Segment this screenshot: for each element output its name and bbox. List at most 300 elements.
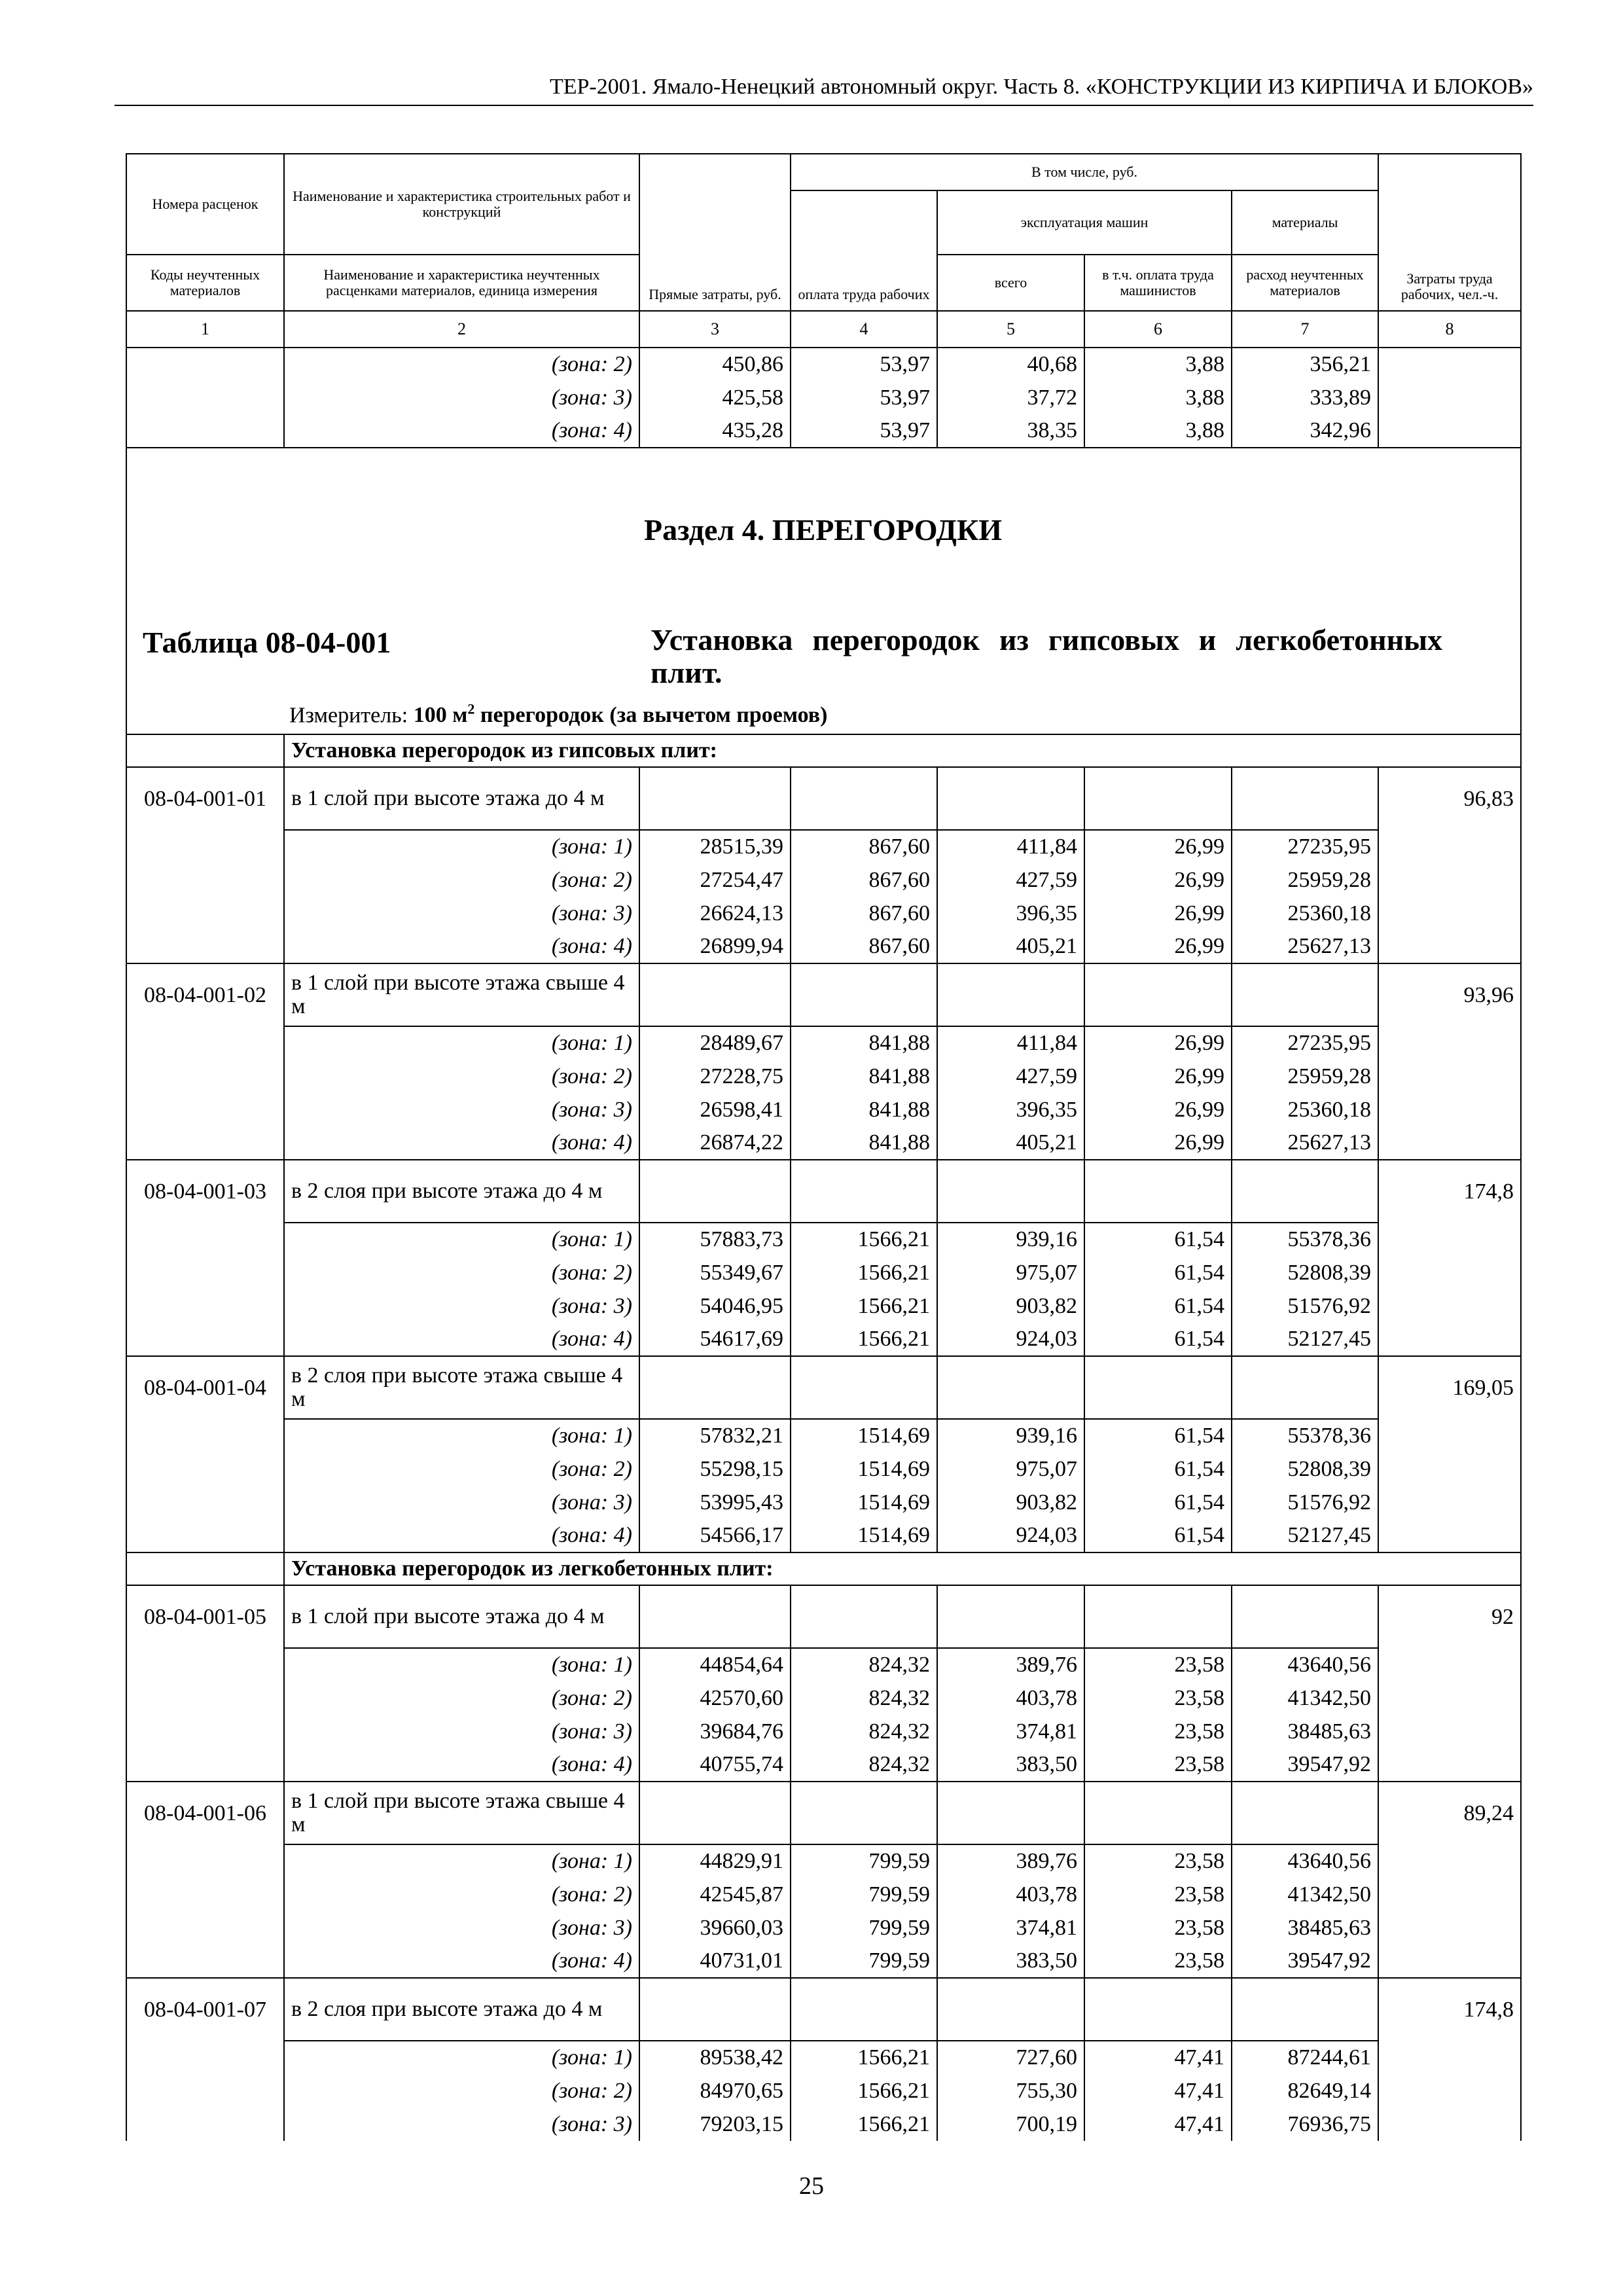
machines-cost: 700,19 [937, 2108, 1084, 2141]
direct-cost: 55349,67 [639, 1256, 791, 1289]
section-block [126, 448, 1521, 734]
materials-cost: 51576,92 [1232, 1486, 1378, 1519]
column-number: 2 [284, 311, 639, 348]
labor-hours: 93,96 [1378, 963, 1521, 1026]
zone-label: (зона: 2) [284, 1878, 639, 1911]
wages-cost: 824,32 [791, 1648, 937, 1681]
labor-costs-header: Затраты труда рабочих, чел.-ч. [1378, 154, 1521, 311]
empty-cell [937, 1356, 1084, 1419]
labor-cell [1378, 897, 1521, 930]
empty-cell [791, 963, 937, 1026]
column-number: 8 [1378, 311, 1521, 348]
empty-cell [791, 767, 937, 830]
materials-cost: 51576,92 [1232, 1289, 1378, 1323]
wages-cost: 1566,21 [791, 2108, 937, 2141]
rate-groups [126, 734, 1521, 2141]
operators-cost: 23,58 [1084, 1681, 1232, 1715]
operators-cost: 26,99 [1084, 830, 1232, 863]
machines-cost: 975,07 [937, 1256, 1084, 1289]
unit-of-measure [289, 701, 827, 728]
operators-cost: 23,58 [1084, 1748, 1232, 1782]
rate-description: в 1 слой при высоте этажа свыше 4 м [284, 1782, 639, 1844]
materials-cost: 43640,56 [1232, 1844, 1378, 1878]
operators-cost: 26,99 [1084, 863, 1232, 897]
materials-cost: 39547,92 [1232, 1945, 1378, 1978]
wages-cost: 867,60 [791, 930, 937, 963]
rate-code-cell [126, 1419, 284, 1452]
zone-label: (зона: 3) [284, 1093, 639, 1126]
wages-cost: 867,60 [791, 897, 937, 930]
operators-cost: 23,58 [1084, 1715, 1232, 1748]
rate-code-cell [126, 1748, 284, 1782]
operators-cost: 61,54 [1084, 1289, 1232, 1323]
machines-cost: 405,21 [937, 930, 1084, 963]
zone-label: (зона: 2) [284, 1256, 639, 1289]
operators-cost: 47,41 [1084, 2074, 1232, 2108]
direct-cost: 84970,65 [639, 2074, 791, 2108]
labor-cell [1378, 1878, 1521, 1911]
rate-description: в 1 слой при высоте этажа свыше 4 м [284, 963, 639, 1026]
zone-row [126, 1648, 1521, 1681]
rate-code-cell [126, 1093, 284, 1126]
materials-cost: 27235,95 [1232, 1026, 1378, 1060]
including-header: В том числе, руб. [791, 154, 1378, 190]
wages-cost: 1514,69 [791, 1486, 937, 1519]
materials-cost: 41342,50 [1232, 1878, 1378, 1911]
empty-cell [639, 767, 791, 830]
zone-label: (зона: 1) [284, 1419, 639, 1452]
zone-label: (зона: 3) [284, 381, 639, 414]
operators-cost: 61,54 [1084, 1419, 1232, 1452]
rate-description: в 2 слоя при высоте этажа свыше 4 м [284, 1356, 639, 1419]
labor-cell [1378, 1093, 1521, 1126]
zone-label: (зона: 1) [284, 2041, 639, 2074]
col1-top-header: Номера расценок [126, 154, 284, 255]
direct-cost: 55298,15 [639, 1452, 791, 1486]
operators-cost: 3,88 [1084, 348, 1232, 381]
empty-cell [1084, 1782, 1232, 1844]
zone-row [126, 830, 1521, 863]
zone-label: (зона: 4) [284, 1323, 639, 1356]
machines-cost: 903,82 [937, 1289, 1084, 1323]
machines-cost: 383,50 [937, 1945, 1084, 1978]
empty-cell [1232, 1978, 1378, 2041]
operators-cost: 23,58 [1084, 1648, 1232, 1681]
empty-cell [1084, 767, 1232, 830]
machines-cost: 403,78 [937, 1681, 1084, 1715]
operators-cost: 26,99 [1084, 1093, 1232, 1126]
labor-cell [1378, 830, 1521, 863]
rate-code-cell [126, 1844, 284, 1878]
operators-cost: 26,99 [1084, 1126, 1232, 1160]
zone-label: (зона: 3) [284, 1715, 639, 1748]
labor-cell [1378, 930, 1521, 963]
materials-cost: 52127,45 [1232, 1323, 1378, 1356]
col1-bottom-header: Коды неучтенных материалов [126, 255, 284, 311]
rate-code-cell [126, 1715, 284, 1748]
wages-cost: 867,60 [791, 830, 937, 863]
machines-cost: 427,59 [937, 863, 1084, 897]
empty-cell [639, 963, 791, 1026]
zone-row [126, 1844, 1521, 1878]
rate-description: в 2 слоя при высоте этажа до 4 м [284, 1978, 639, 2041]
rate-row [126, 1978, 1521, 2041]
labor-cell [1378, 2074, 1521, 2108]
machines-cost: 40,68 [937, 348, 1084, 381]
wages-cost: 53,97 [791, 381, 937, 414]
wages-cost: 824,32 [791, 1715, 937, 1748]
machines-cost: 374,81 [937, 1715, 1084, 1748]
direct-cost: 26598,41 [639, 1093, 791, 1126]
rate-code-cell [126, 348, 284, 381]
rate-code-cell [126, 1256, 284, 1289]
meter-value: 100 $м^2$ перегородок (за вычетом проемов) [413, 701, 828, 728]
rate-code-cell [126, 2108, 284, 2141]
table-title: Установка перегородок из гипсовых и легкобетонных плит. [651, 623, 1442, 689]
zone-row [126, 1878, 1521, 1911]
operators-cost: 61,54 [1084, 1519, 1232, 1552]
wages-cost: 53,97 [791, 414, 937, 448]
labor-cell [1378, 1486, 1521, 1519]
zone-label: (зона: 1) [284, 1223, 639, 1256]
zone-row [126, 2108, 1521, 2141]
empty-cell [1084, 963, 1232, 1026]
labor-cell [1378, 1419, 1521, 1452]
materials-cost: 52808,39 [1232, 1256, 1378, 1289]
materials-cost: 52808,39 [1232, 1452, 1378, 1486]
direct-cost: 89538,42 [639, 2041, 791, 2074]
wages-cost: 799,59 [791, 1878, 937, 1911]
operators-cost: 61,54 [1084, 1486, 1232, 1519]
direct-cost: 44829,91 [639, 1844, 791, 1878]
wages-cost: 799,59 [791, 1844, 937, 1878]
rate-code-cell [126, 897, 284, 930]
operators-cost: 47,41 [1084, 2041, 1232, 2074]
materials-cost: 38485,63 [1232, 1715, 1378, 1748]
rate-code: 08-04-001-06 [126, 1782, 284, 1844]
column-number: 4 [791, 311, 937, 348]
materials-cost: 82649,14 [1232, 2074, 1378, 2108]
rate-code-cell [126, 1519, 284, 1552]
operators-cost: 26,99 [1084, 897, 1232, 930]
empty-cell [1084, 1585, 1232, 1648]
zone-label: (зона: 2) [284, 348, 639, 381]
materials-cost: 39547,92 [1232, 1748, 1378, 1782]
column-number: 5 [937, 311, 1084, 348]
rate-code-cell [126, 1911, 284, 1945]
labor-cell [1378, 1026, 1521, 1060]
materials-cost: 342,96 [1232, 414, 1378, 448]
empty-cell [937, 963, 1084, 1026]
operators-cost: 61,54 [1084, 1223, 1232, 1256]
empty-cell [1232, 1356, 1378, 1419]
labor-cell [1378, 1945, 1521, 1978]
direct-cost: 44854,64 [639, 1648, 791, 1681]
machines-cost: 924,03 [937, 1519, 1084, 1552]
materials-cost: 25959,28 [1232, 863, 1378, 897]
machines-cost: 389,76 [937, 1844, 1084, 1878]
section-title: Раздел 4. ПЕРЕГОРОДКИ [644, 513, 1002, 547]
machines-cost: 405,21 [937, 1126, 1084, 1160]
direct-cost: 435,28 [639, 414, 791, 448]
rate-code-cell [126, 1648, 284, 1681]
zone-label: (зона: 3) [284, 1289, 639, 1323]
rate-code-cell [126, 381, 284, 414]
wages-cost: 824,32 [791, 1681, 937, 1715]
rate-description: в 2 слоя при высоте этажа до 4 м [284, 1160, 639, 1223]
rate-code-cell [126, 2074, 284, 2108]
empty-cell [1084, 1356, 1232, 1419]
col2-top-header: Наименование и характеристика строительных работ и конструкций [284, 154, 639, 255]
rate-row [126, 1356, 1521, 1419]
machines-cost: 37,72 [937, 381, 1084, 414]
direct-cost: 53995,43 [639, 1486, 791, 1519]
empty-cell [1232, 1160, 1378, 1223]
rate-code-cell [126, 1223, 284, 1256]
zone-label: (зона: 4) [284, 1748, 639, 1782]
labor-cell [1378, 2108, 1521, 2141]
machines-cost: 939,16 [937, 1223, 1084, 1256]
zone-row [126, 863, 1521, 897]
labor-cell [1378, 1844, 1521, 1878]
direct-costs-header: Прямые затраты, руб. [639, 154, 791, 311]
zone-label: (зона: 1) [284, 1026, 639, 1060]
wages-cost: 841,88 [791, 1093, 937, 1126]
machines-cost: 427,59 [937, 1060, 1084, 1093]
zone-row [126, 2074, 1521, 2108]
wages-cost: 1566,21 [791, 2041, 937, 2074]
machines-cost: 38,35 [937, 414, 1084, 448]
zone-row [126, 1093, 1521, 1126]
rate-code-cell [126, 414, 284, 448]
column-number: 3 [639, 311, 791, 348]
empty-cell [639, 1585, 791, 1648]
zone-label: (зона: 3) [284, 1911, 639, 1945]
header-rule [115, 105, 1533, 106]
zone-row [126, 1748, 1521, 1782]
direct-cost: 27254,47 [639, 863, 791, 897]
zone-row [126, 1223, 1521, 1256]
operators-cost: 26,99 [1084, 930, 1232, 963]
labor-cell [1378, 1126, 1521, 1160]
machines-cost: 383,50 [937, 1748, 1084, 1782]
machines-cost: 903,82 [937, 1486, 1084, 1519]
operators-cost: 26,99 [1084, 1060, 1232, 1093]
operators-cost: 26,99 [1084, 1026, 1232, 1060]
empty-cell [639, 1978, 791, 2041]
meter-label: Измеритель: [289, 703, 408, 728]
empty-cell [791, 1978, 937, 2041]
rate-row [126, 767, 1521, 830]
wages-cost: 841,88 [791, 1126, 937, 1160]
zone-row [126, 1126, 1521, 1160]
labor-hours: 96,83 [1378, 767, 1521, 830]
rate-code-cell [126, 1323, 284, 1356]
wages-cost: 1566,21 [791, 2074, 937, 2108]
zone-label: (зона: 2) [284, 1060, 639, 1093]
machines-cost: 755,30 [937, 2074, 1084, 2108]
operators-header: в т.ч. оплата труда машинистов [1084, 255, 1232, 311]
rate-code: 08-04-001-02 [126, 963, 284, 1026]
operators-cost: 61,54 [1084, 1452, 1232, 1486]
rate-row [126, 1585, 1521, 1648]
group-heading-spacer [126, 734, 284, 767]
group-heading-row [126, 734, 1521, 767]
labor-cell [1378, 1648, 1521, 1681]
rate-row [126, 1782, 1521, 1844]
machines-header: эксплуатация машин [937, 190, 1232, 255]
operators-cost: 23,58 [1084, 1844, 1232, 1878]
empty-cell [1084, 1160, 1232, 1223]
materials-cost: 27235,95 [1232, 830, 1378, 863]
labor-cell [1378, 348, 1521, 381]
labor-cell [1378, 1323, 1521, 1356]
group-heading-spacer [126, 1552, 284, 1585]
wages-cost: 53,97 [791, 348, 937, 381]
labor-cell [1378, 1748, 1521, 1782]
labor-cell [1378, 1911, 1521, 1945]
direct-cost: 39660,03 [639, 1911, 791, 1945]
direct-cost: 26874,22 [639, 1126, 791, 1160]
operators-cost: 23,58 [1084, 1911, 1232, 1945]
direct-cost: 42570,60 [639, 1681, 791, 1715]
materials-header: материалы [1232, 190, 1378, 255]
wages-header: оплата труда рабочих [791, 190, 937, 311]
empty-cell [639, 1782, 791, 1844]
empty-cell [791, 1782, 937, 1844]
zone-row [126, 930, 1521, 963]
column-number: 1 [126, 311, 284, 348]
materials-cost: 55378,36 [1232, 1419, 1378, 1452]
direct-cost: 54566,17 [639, 1519, 791, 1552]
zone-label: (зона: 4) [284, 930, 639, 963]
direct-cost: 28515,39 [639, 830, 791, 863]
rate-description: в 1 слой при высоте этажа до 4 м [284, 1585, 639, 1648]
wages-cost: 824,32 [791, 1748, 937, 1782]
zone-label: (зона: 3) [284, 897, 639, 930]
wages-cost: 1566,21 [791, 1323, 937, 1356]
labor-hours: 89,24 [1378, 1782, 1521, 1844]
labor-hours: 169,05 [1378, 1356, 1521, 1419]
rate-code: 08-04-001-01 [126, 767, 284, 830]
direct-cost: 28489,67 [639, 1026, 791, 1060]
direct-cost: 54617,69 [639, 1323, 791, 1356]
operators-cost: 3,88 [1084, 381, 1232, 414]
zone-row [126, 1519, 1521, 1552]
zone-row [126, 1419, 1521, 1452]
zone-label: (зона: 4) [284, 414, 639, 448]
wages-cost: 1514,69 [791, 1452, 937, 1486]
direct-cost: 27228,75 [639, 1060, 791, 1093]
zone-label: (зона: 4) [284, 1945, 639, 1978]
empty-cell [1232, 1782, 1378, 1844]
zone-row [126, 1026, 1521, 1060]
direct-cost: 54046,95 [639, 1289, 791, 1323]
rate-code-cell [126, 1452, 284, 1486]
empty-cell [937, 1160, 1084, 1223]
direct-cost: 42545,87 [639, 1878, 791, 1911]
labor-cell [1378, 863, 1521, 897]
zone-label: (зона: 2) [284, 2074, 639, 2108]
wages-cost: 1566,21 [791, 1256, 937, 1289]
wages-cost: 799,59 [791, 1945, 937, 1978]
materials-cost: 333,89 [1232, 381, 1378, 414]
materials-cost: 25360,18 [1232, 1093, 1378, 1126]
direct-cost: 425,58 [639, 381, 791, 414]
rate-description: в 1 слой при высоте этажа до 4 м [284, 767, 639, 830]
rate-code-cell [126, 1060, 284, 1093]
direct-cost: 57832,21 [639, 1419, 791, 1452]
materials-cost: 25360,18 [1232, 897, 1378, 930]
direct-cost: 79203,15 [639, 2108, 791, 2141]
zone-row [126, 2041, 1521, 2074]
zone-label: (зона: 2) [284, 1681, 639, 1715]
machines-cost: 411,84 [937, 1026, 1084, 1060]
rate-row [126, 963, 1521, 1026]
rate-code-cell [126, 830, 284, 863]
direct-cost: 57883,73 [639, 1223, 791, 1256]
machines-cost: 389,76 [937, 1648, 1084, 1681]
machines-total-header: всего [937, 255, 1084, 311]
labor-cell [1378, 1681, 1521, 1715]
labor-cell [1378, 1256, 1521, 1289]
labor-cell [1378, 1715, 1521, 1748]
rate-code-cell [126, 1486, 284, 1519]
empty-cell [937, 767, 1084, 830]
rate-code-cell [126, 2041, 284, 2074]
zone-label: (зона: 2) [284, 863, 639, 897]
materials-cost: 87244,61 [1232, 2041, 1378, 2074]
labor-cell [1378, 381, 1521, 414]
empty-cell [937, 1782, 1084, 1844]
labor-hours: 92 [1378, 1585, 1521, 1648]
section-heading-cell [126, 448, 1521, 734]
group-heading-row [126, 1552, 1521, 1585]
labor-cell [1378, 1289, 1521, 1323]
labor-cell [1378, 1452, 1521, 1486]
running-header: ТЕР-2001. Ямало-Ненецкий автономный округ. Часть 8. «КОНСТРУКЦИИ ИЗ КИРПИЧА И БЛОКОВ» [549, 75, 1533, 99]
zone-row [126, 1911, 1521, 1945]
materials-cost: 55378,36 [1232, 1223, 1378, 1256]
zone-row [126, 1681, 1521, 1715]
empty-cell [639, 1160, 791, 1223]
unaccounted-materials-header: расход неучтенных материалов [1232, 255, 1378, 311]
zone-label: (зона: 4) [284, 1126, 639, 1160]
materials-cost: 38485,63 [1232, 1911, 1378, 1945]
rate-code-cell [126, 1126, 284, 1160]
machines-cost: 727,60 [937, 2041, 1084, 2074]
machines-cost: 924,03 [937, 1323, 1084, 1356]
carryover-rows [126, 348, 1521, 448]
wages-cost: 867,60 [791, 863, 937, 897]
rate-row [126, 1160, 1521, 1223]
labor-cell [1378, 2041, 1521, 2074]
column-number: 7 [1232, 311, 1378, 348]
column-numbers-row [126, 311, 1521, 348]
wages-cost: 1566,21 [791, 1289, 937, 1323]
operators-cost: 61,54 [1084, 1323, 1232, 1356]
operators-cost: 47,41 [1084, 2108, 1232, 2141]
materials-cost: 25627,13 [1232, 930, 1378, 963]
empty-cell [791, 1356, 937, 1419]
empty-cell [1232, 767, 1378, 830]
labor-cell [1378, 414, 1521, 448]
materials-cost: 25959,28 [1232, 1060, 1378, 1093]
rate-code-cell [126, 930, 284, 963]
direct-cost: 40731,01 [639, 1945, 791, 1978]
zone-row [126, 1452, 1521, 1486]
zone-label: (зона: 3) [284, 1486, 639, 1519]
